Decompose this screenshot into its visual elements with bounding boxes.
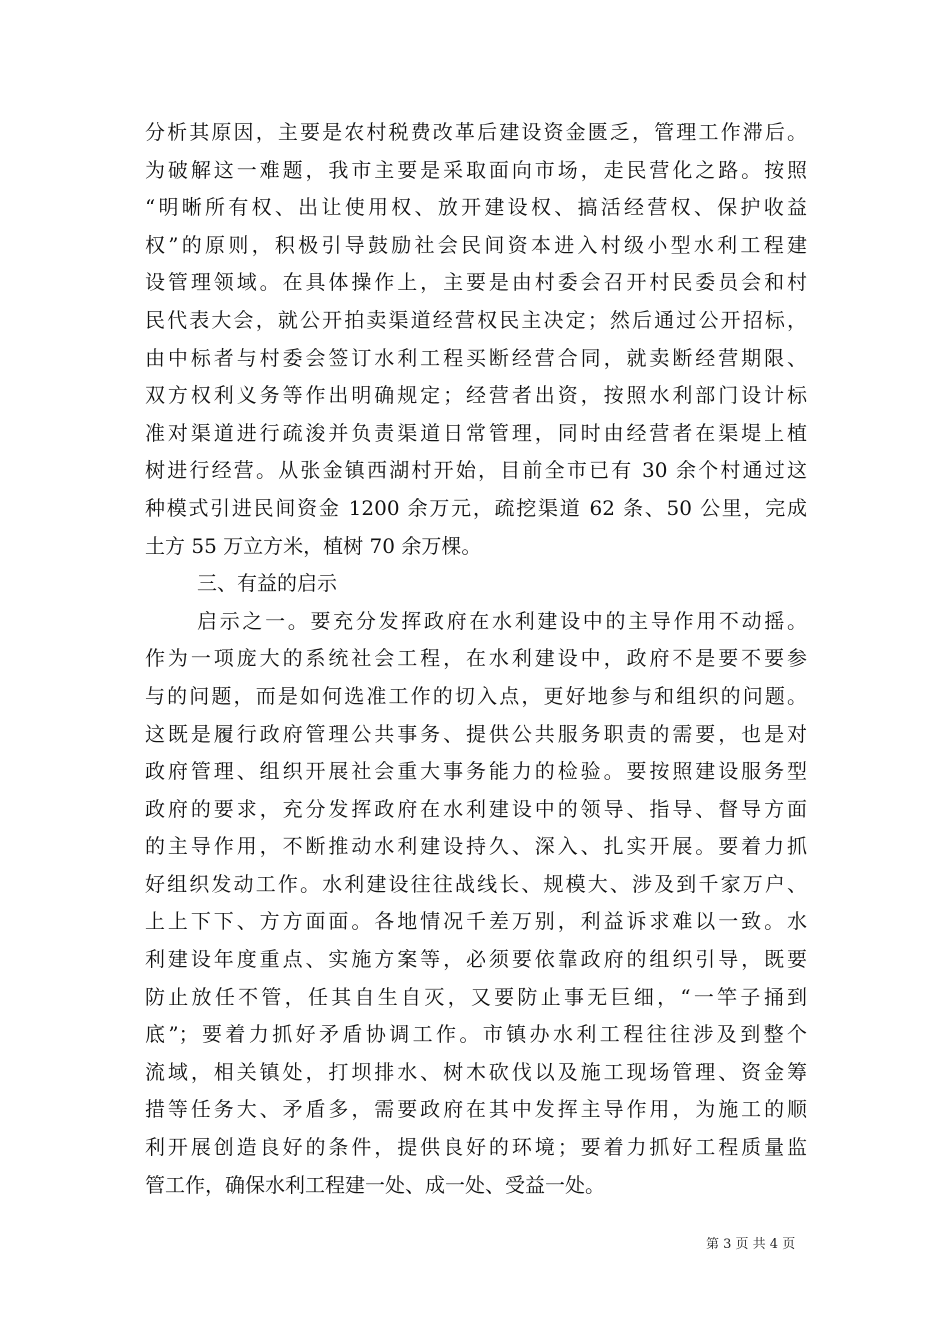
text-line: 政府管理、组织开展社会重大事务能力的检验。要按照建设服务型 <box>145 759 807 784</box>
text-line: 准对渠道进行疏浚并负责渠道日常管理，同时由经营者在渠堤上植 <box>145 420 807 445</box>
text-line: 土方 55 万立方米，植树 70 余万棵。 <box>145 533 482 558</box>
text-line: 政府的要求，充分发挥政府在水利建设中的领导、指导、督导方面 <box>145 796 807 821</box>
text-line: 好组织发动工作。水利建设往往战线长、规模大、涉及到千家万户、 <box>145 871 807 896</box>
text-line: 分析其原因，主要是农村税费改革后建设资金匮乏，管理工作滞后。 <box>145 120 807 144</box>
text-line: 上上下下、方方面面。各地情况千差万别，利益诉求难以一致。水 <box>145 909 807 934</box>
text-line: 树进行经营。从张金镇西湖村开始，目前全市已有 30 余个村通过这 <box>145 458 807 483</box>
text-line: 权”的原则，积极引导鼓励社会民间资本进入村级小型水利工程建 <box>145 232 807 257</box>
text-line: 管工作，确保水利工程建一处、成一处、受益一处。 <box>145 1172 605 1197</box>
text-line: 民代表大会，就公开拍卖渠道经营权民主决定；然后通过公开招标， <box>145 307 807 332</box>
text-line: 双方权利义务等作出明确规定；经营者出资，按照水利部门设计标 <box>145 383 807 408</box>
text-line: 种模式引进民间资金 1200 余万元，疏挖渠道 62 条、50 公里，完成 <box>145 495 807 520</box>
text-line: 设管理领域。在具体操作上，主要是由村委会召开村民委员会和村 <box>145 270 807 295</box>
page-number: 第 3 页 共 4 页 <box>706 1237 796 1252</box>
text-line: 措等任务大、矛盾多，需要政府在其中发挥主导作用，为施工的顺 <box>145 1097 807 1122</box>
text-line: 这既是履行政府管理公共事务、提供公共服务职责的需要，也是对 <box>145 721 807 746</box>
text-line: 防止放任不管，任其自生自灭，又要防止事无巨细，“一竿子捅到 <box>145 984 807 1009</box>
text-line: 利开展创造良好的条件，提供良好的环境；要着力抓好工程质量监 <box>145 1135 807 1160</box>
body-text <box>145 114 807 1204</box>
section-heading: 三、有益的启示 <box>197 571 337 596</box>
text-line: 由中标者与村委会签订水利工程买断经营合同，就卖断经营期限、 <box>145 345 807 370</box>
text-line: 流域，相关镇处，打坝排水、树木砍伐以及施工现场管理、资金筹 <box>145 1059 807 1084</box>
text-line: 启示之一。要充分发挥政府在水利建设中的主导作用不动摇。 <box>197 608 807 633</box>
text-line: 利建设年度重点、实施方案等，必须要依靠政府的组织引导，既要 <box>145 947 807 972</box>
text-line: 与的问题，而是如何选准工作的切入点，更好地参与和组织的问题。 <box>145 683 807 708</box>
text-line: 为破解这一难题，我市主要是采取面向市场，走民营化之路。按照 <box>145 157 807 182</box>
text-line: 的主导作用，不断推动水利建设持久、深入、扎实开展。要着力抓 <box>145 834 807 859</box>
text-line: “明晰所有权、出让使用权、放开建设权、搞活经营权、保护收益 <box>145 195 807 220</box>
text-line: 作为一项庞大的系统社会工程，在水利建设中，政府不是要不要参 <box>145 646 807 671</box>
text-line: 底”；要着力抓好矛盾协调工作。市镇办水利工程往往涉及到整个 <box>145 1022 807 1047</box>
